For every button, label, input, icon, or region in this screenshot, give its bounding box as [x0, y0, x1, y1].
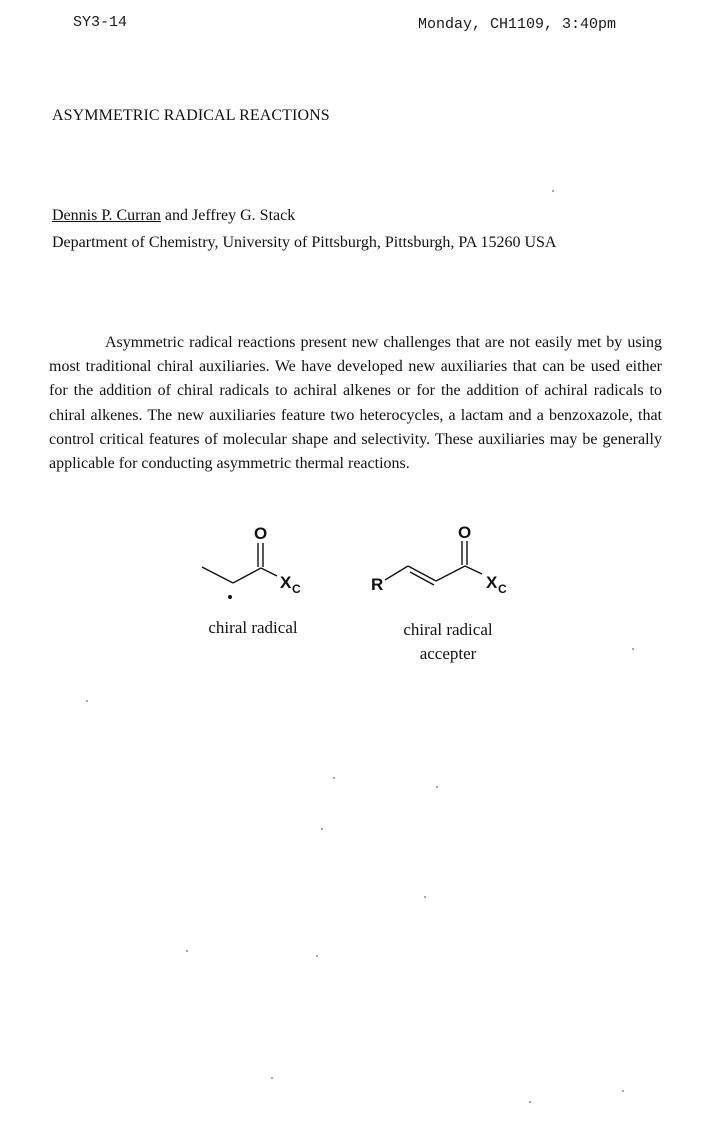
scan-speck — [552, 190, 554, 192]
affiliation: Department of Chemistry, University of Pittsburgh, Pittsburgh, PA 15260 USA — [52, 234, 557, 251]
scan-speck — [333, 777, 335, 779]
auxiliary-atom: X — [280, 573, 292, 592]
authors — [52, 207, 295, 225]
scan-speck — [271, 1077, 273, 1079]
scan-speck — [186, 950, 188, 952]
session-info: Monday, CH1109, 3:40pm — [418, 16, 617, 33]
chiral-radical-caption: chiral radical — [208, 618, 298, 637]
chiral-radical-accepter-structure — [371, 523, 507, 596]
caption-line: chiral radical — [403, 620, 493, 639]
auxiliary-subscript: C — [498, 582, 507, 596]
auxiliary-atom: X — [486, 573, 498, 592]
bond — [465, 566, 482, 574]
scan-speck — [436, 786, 438, 788]
abstract-title: ASYMMETRIC RADICAL REACTIONS — [52, 107, 330, 124]
bond — [261, 568, 277, 576]
bond — [436, 566, 465, 581]
scan-speck — [632, 648, 634, 650]
co-authors: and Jeffrey G. Stack — [160, 207, 296, 224]
session-code: SY3-14 — [73, 14, 128, 31]
scan-speck — [321, 828, 323, 830]
scan-speck — [529, 1101, 531, 1103]
bond — [202, 567, 233, 583]
radical-dot — [228, 595, 232, 599]
auxiliary-subscript: C — [292, 582, 301, 596]
oxygen-atom: O — [254, 524, 268, 543]
oxygen-atom: O — [458, 523, 472, 542]
scan-speck — [316, 955, 318, 957]
abstract-body: Asymmetric radical reactions present new challenges that are not easily met by using most traditional chiral auxiliaries. We have developed new auxiliaries that can be used either for the addition of chiral radicals to achiral alkenes or for the addition of achiral radicals to chiral alkenes. The new auxiliaries feature two heterocycles, a lactam and a benzoxazole, that control critical features of molecular shape and selectivity. These auxiliaries may be generally applicable for conducting asymmetric thermal reactions. — [49, 334, 662, 473]
r-substituent: R — [371, 575, 384, 594]
scan-speck — [622, 1090, 624, 1092]
chiral-radical-accepter-caption — [378, 618, 518, 666]
chiral-radical-structure — [202, 524, 301, 599]
bond — [233, 568, 261, 583]
bond — [385, 566, 408, 580]
caption-line: accepter — [419, 644, 477, 663]
presenting-author: Dennis P. Curran — [52, 207, 161, 224]
scan-speck — [424, 896, 426, 898]
scan-speck — [86, 700, 88, 702]
